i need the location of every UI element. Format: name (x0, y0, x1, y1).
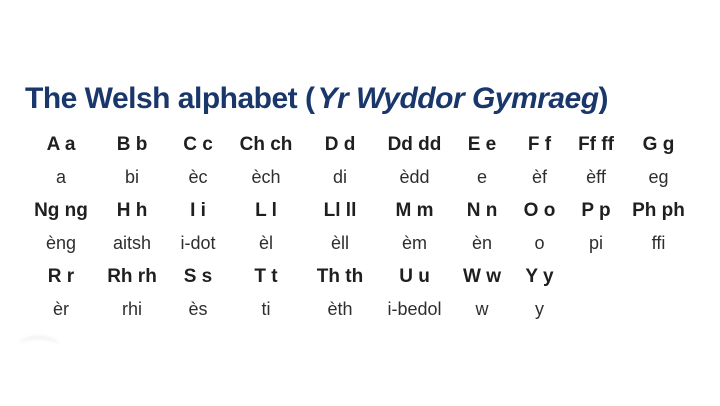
letter-pair: F f (527, 133, 552, 155)
pronunciation: aitsh (112, 233, 152, 253)
letter-pair: Ch ch (239, 133, 293, 155)
pronunciation: èll (330, 233, 349, 253)
letter-pair: Ng ng (34, 199, 88, 221)
letter-pair: A a (46, 133, 76, 155)
letter-pair: Y y (525, 265, 554, 287)
letter-pair: Ll ll (323, 199, 357, 221)
pronunciation: èl (258, 233, 273, 253)
pronunciation: di (332, 167, 347, 187)
pronunciation: èng (45, 233, 77, 253)
letter-pair: W w (463, 265, 501, 287)
letter-pair: D d (324, 133, 356, 155)
letter-pair: E e (467, 133, 497, 155)
pronunciation: i-dot (180, 233, 216, 253)
pronunciation: ti (261, 299, 271, 319)
pronunciation: èth (327, 299, 353, 319)
pronunciation: èr (52, 299, 69, 319)
pronunciation: èch (251, 167, 281, 187)
letter-pair: G g (642, 133, 675, 155)
letter-pair: H h (116, 199, 148, 221)
pronunciation: e (476, 167, 487, 187)
pronunciation: w (475, 299, 489, 319)
pronunciation: ffi (651, 233, 666, 253)
page-title (25, 82, 608, 116)
letter-pair: U u (399, 265, 430, 287)
letter-pair: M m (395, 199, 434, 221)
letter-pair: O o (523, 199, 556, 221)
letter-pair: Ff ff (578, 133, 614, 155)
letter-pair: I i (190, 199, 206, 221)
page-title-text: The Welsh alphabet ( (25, 82, 315, 116)
letter-pair: Th th (316, 265, 364, 287)
letter-pair: C c (183, 133, 213, 155)
pronunciation: èdd (399, 167, 430, 187)
letter-pair: Dd dd (387, 133, 442, 155)
page-title-closing-paren: ) (598, 82, 609, 116)
pronunciation: bi (124, 167, 139, 187)
pronunciation: èff (586, 167, 606, 187)
letter-pair: R r (47, 265, 75, 287)
letter-pair: Ph ph (632, 199, 685, 221)
letter-pair: Rh rh (107, 265, 157, 287)
pronunciation: i-bedol (387, 299, 442, 319)
smudge-artifact (18, 336, 60, 357)
pronunciation: o (534, 233, 545, 253)
letter-pair: L l (255, 199, 277, 221)
letter-pair: N n (466, 199, 498, 221)
page-title-italic-text: Yr Wyddor Gymraeg (317, 82, 599, 116)
letter-pair: T t (254, 265, 278, 287)
letter-pair: B b (116, 133, 148, 155)
pronunciation: rhi (121, 299, 142, 319)
pronunciation: eg (648, 167, 669, 187)
pronunciation: y (535, 299, 544, 319)
alphabet-grid (24, 128, 691, 326)
pronunciation: ès (188, 299, 208, 319)
pronunciation: èc (188, 167, 208, 187)
letter-pair: P p (581, 199, 611, 221)
letter-pair: S s (183, 265, 213, 287)
pronunciation: a (55, 167, 66, 187)
pronunciation: èf (531, 167, 547, 187)
pronunciation: èm (401, 233, 427, 253)
pronunciation: pi (588, 233, 603, 253)
pronunciation: èn (471, 233, 493, 253)
